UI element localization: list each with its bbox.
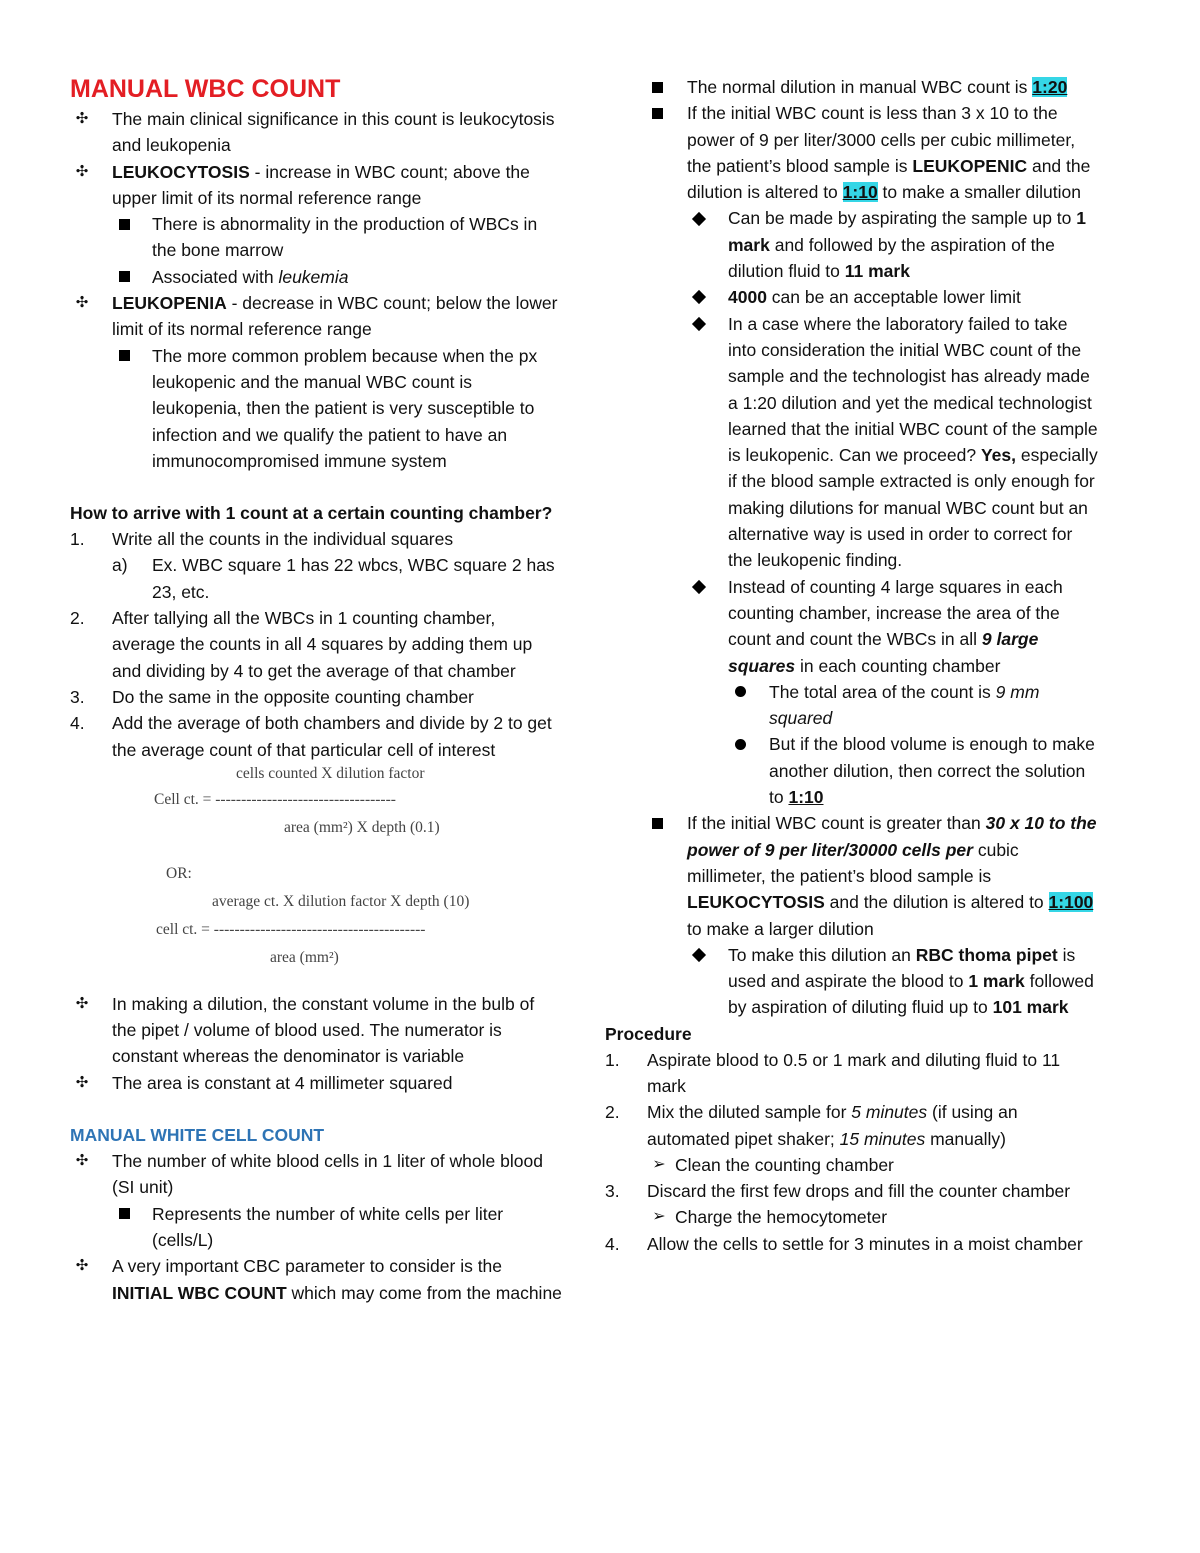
list-item: 1. Write all the counts in the individual squares: [70, 529, 454, 550]
list-item: 2. Mix the diluted sample for 5 minutes (if using an automated pipet shaker; 15 minutes manually): [605, 1102, 1018, 1149]
four-diamond-icon: ✣: [75, 1073, 89, 1091]
list-item: a) Ex. WBC square 1 has 22 wbcs, WBC square 2 has 23, etc.: [112, 555, 555, 602]
dot-bullet-icon: [728, 731, 752, 757]
dot-bullet-icon: [728, 679, 752, 705]
arrowhead-icon: ➢: [652, 1155, 666, 1173]
list-item: Can be made by aspirating the sample up to 1 mark and followed by the aspiration of the dilution fluid to 11 mark: [605, 205, 1100, 284]
list-item: ➢ Clean the counting chamber: [605, 1152, 1100, 1178]
list-item: If the initial WBC count is less than 3 x 10 to the power of 9 per liter/3000 cells per cubic millimeter, the patient’s blood sample is LEUKOPENIC and the dilution is altered to 1:10 to make a smaller dilution: [605, 100, 1100, 205]
page-title: MANUAL WBC COUNT: [70, 75, 341, 103]
list-item: ✣ The main clinical significance in this count is leukocytosis and leukopenia: [70, 106, 562, 159]
list-item: 4. Add the average of both chambers and divide by 2 to get the average count of that particular cell of interest: [70, 713, 552, 760]
list-item: 1. Aspirate blood to 0.5 or 1 mark and diluting fluid to 11 mark: [605, 1049, 1061, 1096]
list-item: 4. Allow the cells to settle for 3 minutes in a moist chamber: [605, 1233, 1083, 1254]
diamond-bullet-icon: [687, 205, 711, 231]
list-item: The normal dilution in manual WBC count is 1:20: [605, 74, 1100, 100]
diamond-bullet-icon: [687, 942, 711, 968]
list-item: There is abnormality in the production of WBCs in the bone marrow: [70, 211, 562, 264]
four-diamond-icon: ✣: [75, 994, 89, 1012]
four-diamond-icon: ✣: [75, 110, 89, 127]
list-item: Represents the number of white cells per liter (cells/L): [70, 1201, 562, 1254]
section-heading: How to arrive with 1 count at a certain counting chamber?: [70, 503, 553, 524]
list-item: To make this dilution an RBC thoma pipet is used and aspirate the blood to 1 mark followed by aspiration of diluting fluid up to 101 mark: [605, 942, 1100, 1021]
list-item: The total area of the count is 9 mm squared: [605, 679, 1100, 732]
list-item: ✣ The area is constant at 4 millimeter squared: [70, 1070, 562, 1096]
list-item: In a case where the laboratory failed to take into consideration the initial WBC count of the sample and the technologist has already made a 1:20 dilution and yet the medical technologist learned that the initial WBC count of the sample is leukopenic. Can we proceed? Yes, especially if the blood sample extracted is only enough for making dilutions for manual WBC count but an alternative way is used in order to correct for the leukopenic finding.: [605, 311, 1100, 574]
list-item: Associated with leukemia: [70, 264, 562, 290]
list-item: ✣ LEUKOPENIA - decrease in WBC count; below the lower limit of its normal reference range: [70, 290, 562, 343]
left-column: [70, 74, 562, 1306]
formula-image: cells counted X dilution factor Cell ct. = ----------------------------------- area (mm²) X depth (0.1) OR: average ct. X dilution factor X depth (10) cell ct. = ----------------------------------------- area (mm²): [154, 764, 470, 966]
list-item: If the initial WBC count is greater than 30 x 10 to the power of 9 per liter/30000 cells per cubic millimeter, the patient’s blood sample is LEUKOCYTOSIS and the dilution is altered to 1:100 to make a larger dilution: [605, 810, 1100, 941]
square-bullet-icon: [645, 74, 669, 100]
square-bullet-icon: [112, 343, 136, 369]
section-heading: Procedure: [605, 1023, 692, 1044]
list-item: ✣ The number of white blood cells in 1 liter of whole blood (SI unit): [70, 1148, 562, 1201]
square-bullet-icon: [112, 1201, 136, 1227]
list-item: 3. Do the same in the opposite counting chamber: [70, 686, 474, 707]
list-item: 3. Discard the first few drops and fill the counter chamber: [605, 1181, 1071, 1202]
four-diamond-icon: ✣: [75, 294, 89, 312]
diamond-bullet-icon: [687, 574, 711, 600]
list-item: ✣ In making a dilution, the constant volume in the bulb of the pipet / volume of blood used. The numerator is constant whereas the denominator is variable: [70, 991, 562, 1070]
four-diamond-icon: ✣: [75, 162, 89, 180]
arrowhead-icon: ➢: [652, 1208, 666, 1226]
square-bullet-icon: [112, 264, 136, 290]
four-diamond-icon: ✣: [75, 1152, 89, 1170]
list-item: ➢ Charge the hemocytometer: [605, 1204, 1100, 1230]
diamond-bullet-icon: [687, 311, 711, 337]
square-bullet-icon: [112, 211, 136, 237]
square-bullet-icon: [645, 100, 669, 126]
four-diamond-icon: ✣: [75, 1257, 89, 1275]
list-item: Instead of counting 4 large squares in each counting chamber, increase the area of the count and count the WBCs in all 9 large squares in each counting chamber: [605, 574, 1100, 679]
list-item: ✣ A very important CBC parameter to consider is the INITIAL WBC COUNT which may come from the machine: [70, 1253, 562, 1306]
section-heading: MANUAL WHITE CELL COUNT: [70, 1125, 325, 1146]
diamond-bullet-icon: [687, 284, 711, 310]
list-item: But if the blood volume is enough to make another dilution, then correct the solution to 1:10: [605, 731, 1100, 810]
square-bullet-icon: [645, 810, 669, 836]
list-item: The more common problem because when the px leukopenic and the manual WBC count is leukopenia, then the patient is very susceptible to infection and we qualify the patient to have an immunocompromised immune system: [70, 343, 562, 474]
right-column: [605, 74, 1100, 1257]
list-item: ✣ LEUKOCYTOSIS - increase in WBC count; above the upper limit of its normal reference range: [70, 159, 562, 212]
list-item: 2. After tallying all the WBCs in 1 counting chamber, average the counts in all 4 squares by adding them up and dividing by 4 to get the average of that chamber: [70, 608, 533, 681]
list-item: 4000 can be an acceptable lower limit: [605, 284, 1100, 310]
